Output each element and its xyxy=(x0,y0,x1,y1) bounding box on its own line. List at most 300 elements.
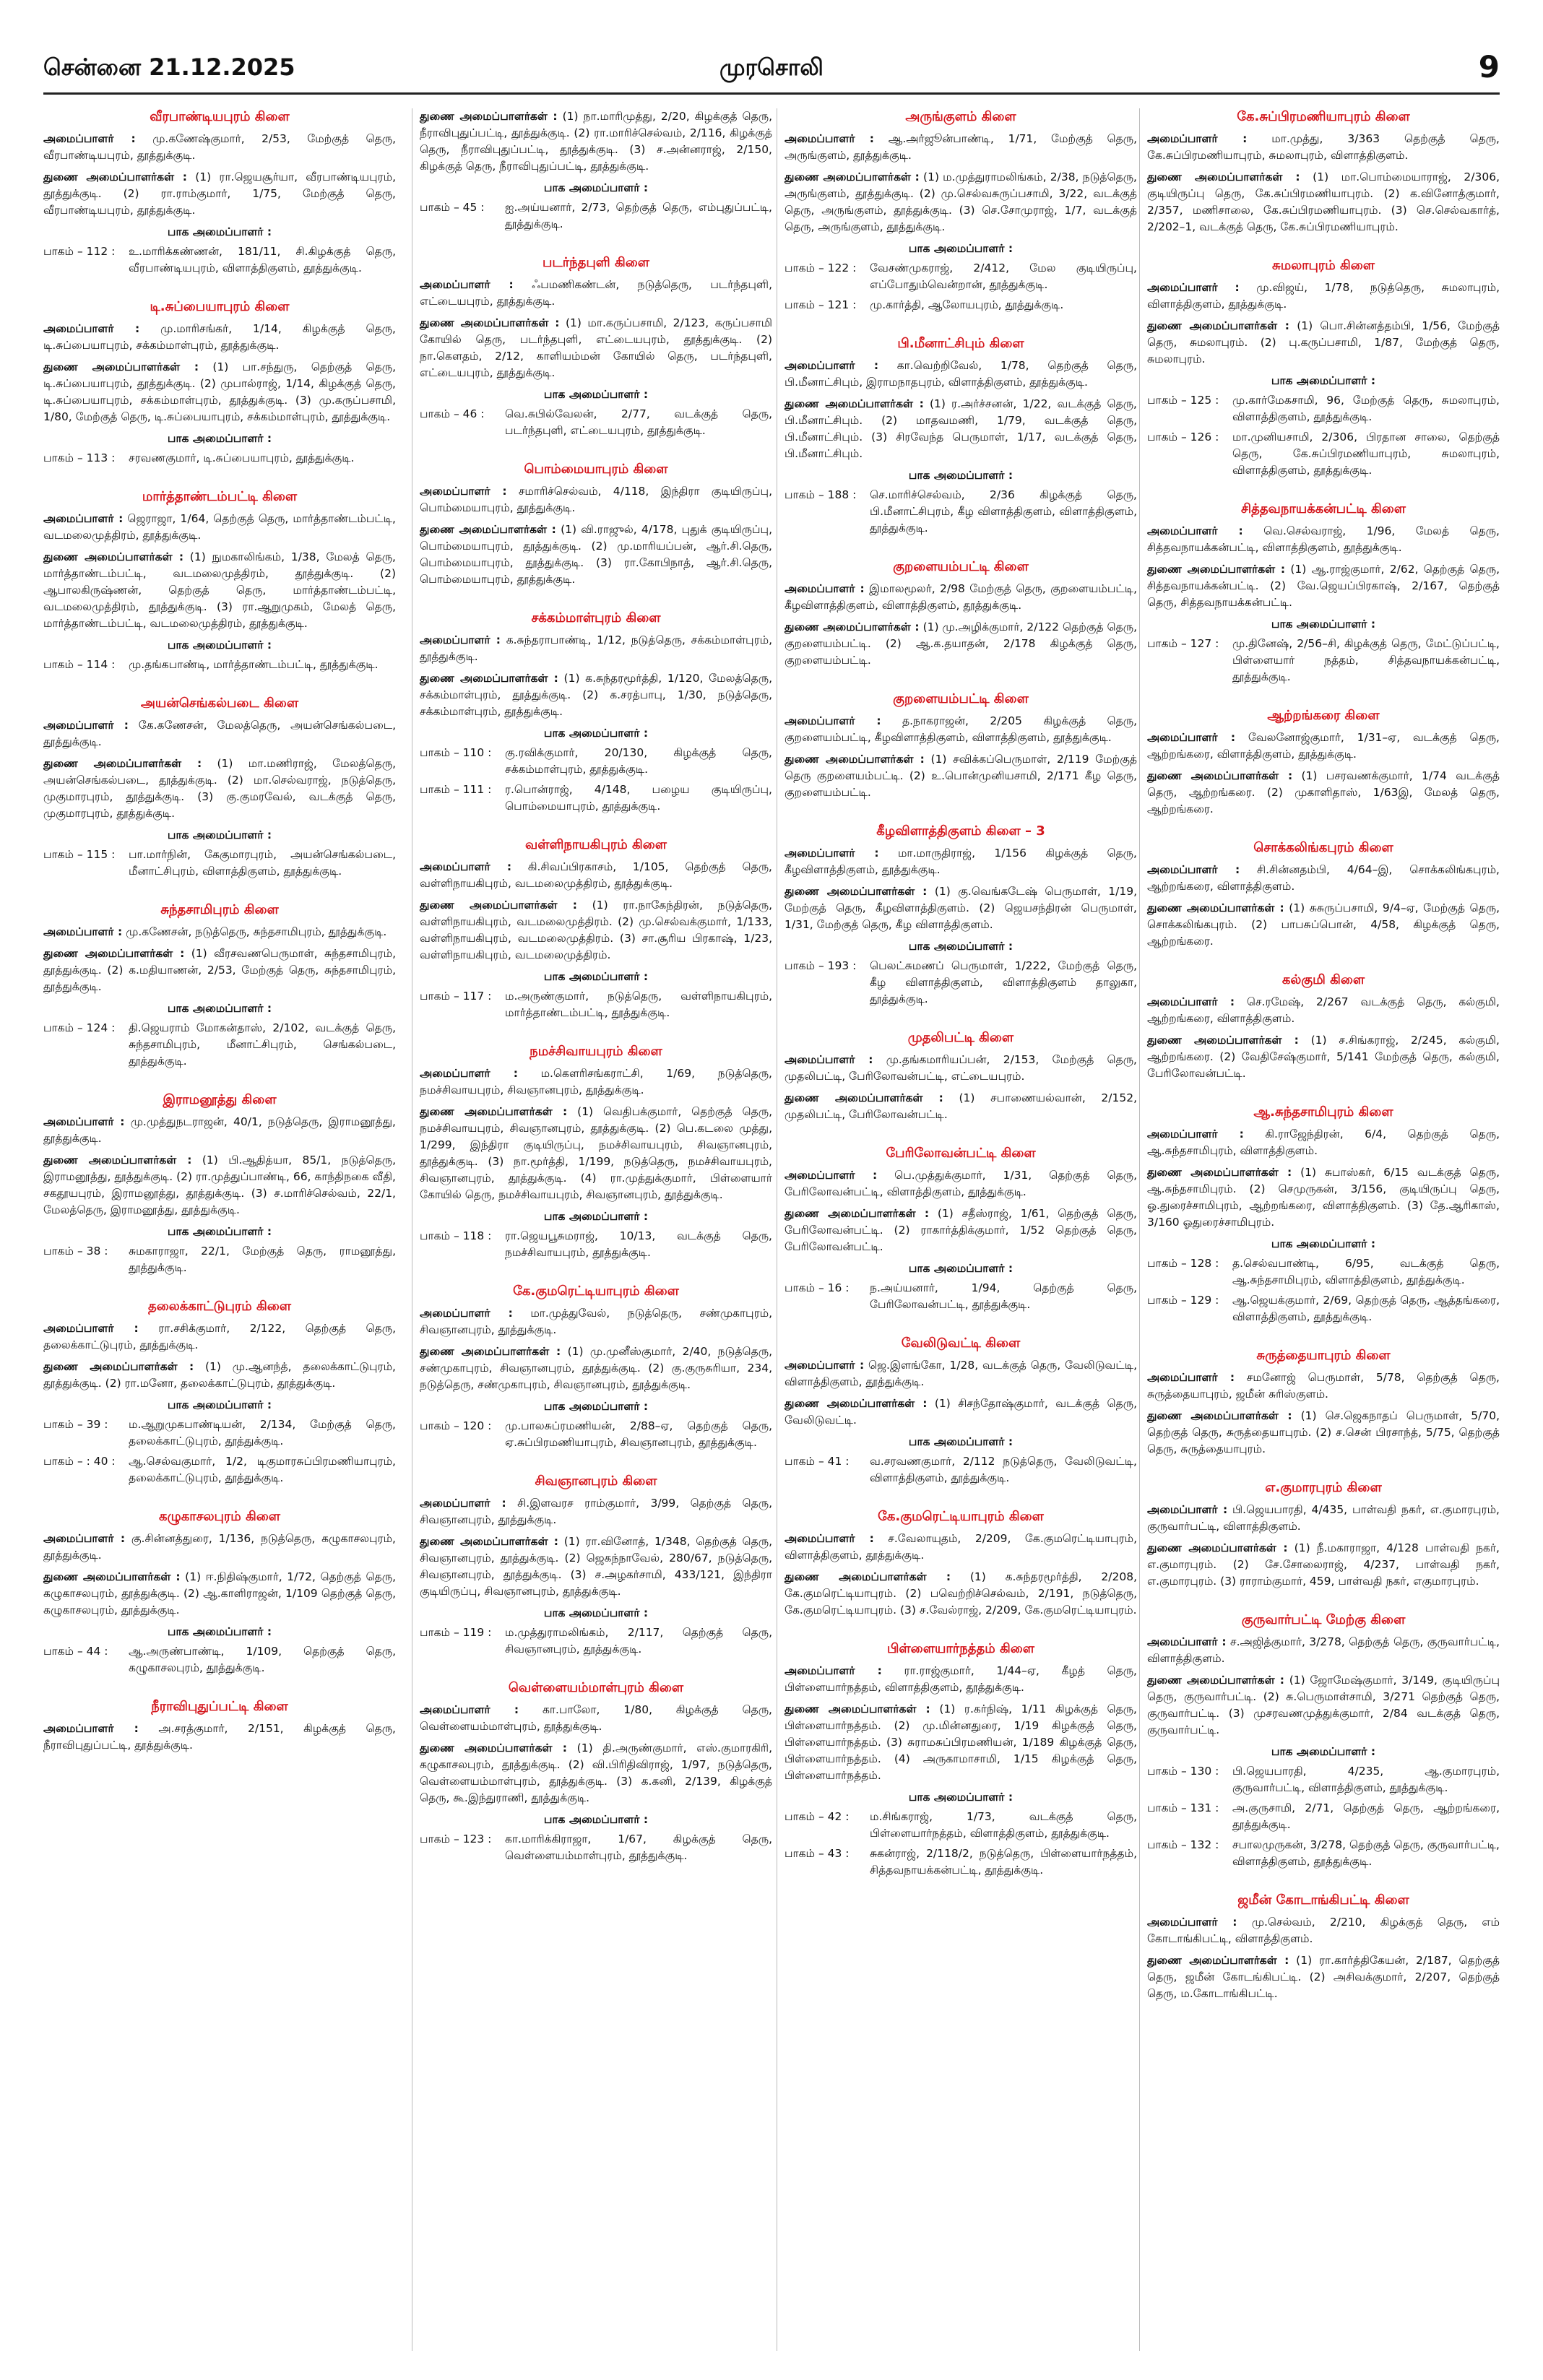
branch-section xyxy=(785,691,1137,801)
deputy-entry xyxy=(1147,561,1500,611)
deputy-entry xyxy=(785,1206,1137,1255)
booth-entry xyxy=(785,1280,1137,1313)
secretary-text: செ.ரமேஷ், 2/267 வடக்குத் தெரு, கல்குமி, ஆற்றங்கரை, விளாத்திகுளம். xyxy=(1147,995,1500,1025)
secretary-entry xyxy=(1147,1914,1500,1947)
booth-heading: பாக அமைப்பாளர் : xyxy=(167,639,272,652)
deputy-text: (1) சபாணையல்வான், 2/152, முதலிபட்டி, பேரிலோவன்பட்டி. xyxy=(785,1091,1138,1121)
booth-text: ம.அருண்குமார், நடுத்தெரு, வள்ளிநாயகிபுரம், மார்த்தாண்டம்பட்டி, தூத்துக்குடி. xyxy=(505,990,772,1019)
booth-entry xyxy=(1147,1292,1500,1325)
booth-number: பாகம் – 110 : xyxy=(420,746,492,759)
deputy-label: துணை அமைப்பாளர்கள் : xyxy=(1147,1409,1292,1422)
booth-heading: பாக அமைப்பாளர் : xyxy=(167,1625,272,1638)
secretary-text: அ.சரத்குமார், 2/151, கிழக்குத் தெரு, நீராவிபுதுப்பட்டி, தூத்துக்குடி. xyxy=(43,1722,396,1752)
deputy-text: (1) க.சுந்தரமூர்த்தி, 2/208, கே.குமரெட்டியாபுரம். (2) பவெற்றிச்செல்வம், 2/191, நடுத்தெரு, கே.குமரெட்டியாபுரம். (3) ச.வேல்ராஜ், 2/209, கே.குமரெட்டியாபுரம். xyxy=(785,1570,1137,1617)
secretary-entry xyxy=(420,1495,772,1528)
booth-text: சுகன்ராஜ், 2/118/2, நடுத்தெரு, பிள்ளையார்நத்தம், சித்தவநாயக்கன்பட்டி, தூத்துக்குடி. xyxy=(870,1847,1137,1877)
deputy-entry xyxy=(420,315,772,381)
branch-section xyxy=(420,108,772,233)
deputy-label: துணை அமைப்பாளர்கள் : xyxy=(1147,769,1293,782)
booth-number: பாகம் – : 40 : xyxy=(43,1455,116,1468)
deputy-text: (1) மா.பொம்மையாராஜ், 2/306, குடியிருப்பு தெரு, கே.சுப்பிரமணியாபுரம். (2) க.வினோத்குமார், 2/357, மணிசாலை, கே.சுப்பிரமணியாபுரம். (3) செ.செல்வகார்த், 2/202–1, வடக்குத் தெரு, கே.சுப்பிரமணியாபுரம். xyxy=(1147,170,1500,233)
booth-entry xyxy=(43,450,396,467)
booth-number: பாகம் – 43 : xyxy=(785,1847,850,1860)
deputy-entry xyxy=(1147,169,1500,235)
branch-title: வெள்ளையம்மாள்புரம் கிளை xyxy=(508,1680,684,1695)
booth-text: ஐ.அய்யனார், 2/73, தெற்குத் தெரு, எம்புதுப்பட்டி, தூத்துக்குடி. xyxy=(505,201,772,230)
booth-text: உ.மாரிக்கண்ணன், 181/11, சி.கிழக்குத் தெரு, வீரபாண்டியபுரம், விளாத்திகுளம், தூத்துக்குடி. xyxy=(129,245,396,274)
deputy-entry xyxy=(1147,1672,1500,1739)
booth-text: தி.ஜெயராம் மோகன்தாஸ், 2/102, வடக்குத் தெரு, சுந்தசாமிபுரம், மீனாட்சிபுரம், செங்கல்படை, தூத்துக்குடி. xyxy=(129,1021,396,1068)
secretary-label: அமைப்பாளர் : xyxy=(420,485,507,498)
booth-text: சுமகாராஜா, 22/1, மேற்குத் தெரு, ராமனூத்து, தூத்துக்குடி. xyxy=(129,1245,396,1274)
branch-title: அருங்குளம் கிளை xyxy=(905,109,1016,124)
deputy-entry xyxy=(43,756,396,822)
branch-section xyxy=(1147,839,1500,950)
deputy-label: துணை அமைப்பாளர்கள் : xyxy=(785,620,920,633)
branch-title: பேரிலோவன்பட்டி கிளை xyxy=(886,1146,1036,1161)
deputy-text: (1) கு.வெங்கடேஷ் பெருமாள், 1/19, மேற்குத் தெரு, கீழவிளாத்திகுளம். (2) ஜெயசந்திரன் பெருமாள், 1/31, மேற்குத் தெரு, கீழ விளாத்திகுளம். xyxy=(785,885,1138,931)
secretary-text: மு.கணேஷ்குமார், 2/53, மேற்குத் தெரு, வீரபாண்டியபுரம், தூத்துக்குடி. xyxy=(43,132,396,162)
secretary-entry xyxy=(43,924,396,940)
branch-section xyxy=(785,558,1137,669)
deputy-entry xyxy=(1147,1952,1500,2002)
booth-entry xyxy=(1147,636,1500,685)
secretary-label: அமைப்பாளர் : xyxy=(1147,731,1236,744)
deputy-entry xyxy=(43,1152,396,1219)
secretary-text: பி.ஜெயபாரதி, 4/435, பாள்வதி நகர், எ.குமாரபுரம், குருவார்பட்டி, விளாத்திகுளம். xyxy=(1147,1503,1500,1533)
deputy-entry xyxy=(420,670,772,720)
secretary-text: இமாலமூலர், 2/98 மேற்குத் தெரு, குறளையம்பட்டி, கீழவிளாத்திகுளம், விளாத்திகுளம், தூத்துக்குடி. xyxy=(785,582,1137,612)
booth-text: ஆ.அருண்பாண்டி, 1/109, தெற்குத் தெரு, கழுகாசலபுரம், தூத்துக்குடி. xyxy=(129,1645,396,1674)
booth-entry xyxy=(43,1643,396,1676)
deputy-label: துணை அமைப்பாளர்கள் : xyxy=(785,1702,930,1715)
secretary-text: வெ.செல்வராஜ், 1/96, மேலத் தெரு, சித்தவநாயக்கன்பட்டி, விளாத்திகுளம், தூத்துக்குடி. xyxy=(1147,524,1500,554)
booth-number: பாகம் – 114 : xyxy=(43,658,116,671)
secretary-entry xyxy=(43,1721,396,1754)
branch-section xyxy=(420,1473,772,1658)
booth-heading: பாக அமைப்பாளர் : xyxy=(543,181,649,194)
deputy-label: துணை அமைப்பாளர்கள் : xyxy=(785,170,920,183)
secretary-label: அமைப்பாளர் : xyxy=(420,860,512,873)
branch-section xyxy=(420,836,772,1021)
secretary-text: த.நாகராஜன், 2/205 கிழக்குத் தெரு, குறளையம்பட்டி, கீழவிளாத்திகுளம், விளாத்திகுளம், தூத்துக்குடி. xyxy=(785,714,1137,744)
deputy-entry xyxy=(785,396,1137,462)
branch-title: வீரபாண்டியபுரம் கிளை xyxy=(150,109,290,124)
secretary-entry xyxy=(420,1065,772,1099)
deputy-text: (1) சதீஸ்ராஜ், 1/61, தெற்குத் தெரு, பேரிலோவன்பட்டி. (2) ராகார்த்திக்குமார், 1/52 தெற்குத் தெரு, பேரிலோவன்பட்டி. xyxy=(785,1207,1137,1253)
secretary-text: ச.அஜித்குமார், 3/278, தெற்குத் தெரு, குருவார்பட்டி, விளாத்திகுளம். xyxy=(1147,1635,1500,1665)
secretary-entry xyxy=(785,1531,1137,1564)
deputy-label: துணை அமைப்பாளர்கள் : xyxy=(785,1207,930,1220)
booth-text: ஆ.ஜெயக்குமார், 2/69, தெற்குத் தெரு, ஆத்தங்கரை, விளாத்திகுளம், தூத்துக்குடி. xyxy=(1232,1294,1500,1323)
secretary-entry xyxy=(1147,1634,1500,1667)
secretary-label: அமைப்பாளர் : xyxy=(1147,524,1243,537)
booth-entry xyxy=(43,657,396,673)
secretary-text: ஆ.அர்ஜூன்பாண்டி, 1/71, மேற்குத் தெரு, அருங்குளம், தூத்துக்குடி. xyxy=(785,132,1138,162)
booth-text: கு.ரவிக்குமார், 20/130, கிழக்குத் தெரு, சக்கம்மாள்புரம், தூத்துக்குடி. xyxy=(505,746,772,776)
deputy-label: துணை அமைப்பாளர்கள் : xyxy=(43,550,184,563)
branch-title: எ.குமாரபுரம் கிளை xyxy=(1265,1480,1382,1495)
booth-entry xyxy=(785,297,1137,313)
column-divider xyxy=(1139,108,1140,2351)
deputy-label: துணை அமைப்பாளர்கள் : xyxy=(1147,563,1286,576)
booth-entry xyxy=(1147,1837,1500,1870)
secretary-text: கி.ராஜேந்திரன், 6/4, தெற்குத் தெரு, ஆ.சுந்தசாமிபுரம், விளாத்திகுளம். xyxy=(1147,1128,1500,1157)
branch-section xyxy=(1147,257,1500,479)
secretary-label: அமைப்பாளர் : xyxy=(1147,281,1240,294)
deputy-label: துணை அமைப்பாளர்கள் : xyxy=(43,1570,181,1583)
deputy-label: துணை அமைப்பாளர்கள் : xyxy=(1147,1674,1284,1687)
secretary-entry xyxy=(1147,862,1500,895)
branch-title: தலைக்காட்டுபுரம் கிளை xyxy=(148,1299,291,1314)
booth-entry xyxy=(420,782,772,815)
booth-entry xyxy=(420,406,772,439)
booth-number: பாகம் – 112 : xyxy=(43,245,116,258)
booth-number: பாகம் – 41 : xyxy=(785,1455,850,1468)
secretary-text: மு.தங்கமாரியப்பன், 2/153, மேற்குத் தெரு, முதலிபட்டி, பேரிலோவன்பட்டி, எட்டையபுரம். xyxy=(785,1053,1137,1083)
branch-title: ஆற்றங்கரை கிளை xyxy=(1267,708,1380,723)
branch-section xyxy=(1147,972,1500,1082)
booth-entry xyxy=(420,1624,772,1658)
secretary-text: மு.செல்வம், 2/210, கிழக்குத் தெரு, எம் கோடாங்கிபட்டி, விளாத்திகுளம். xyxy=(1147,1916,1500,1945)
booth-entry xyxy=(785,958,1137,1008)
booth-entry xyxy=(43,1453,396,1487)
deputy-entry xyxy=(1147,768,1500,818)
booth-entry xyxy=(1147,1763,1500,1796)
deputy-entry xyxy=(43,169,396,219)
branch-title: கே.குமரெட்டியாபுரம் கிளை xyxy=(513,1284,679,1299)
column-3 xyxy=(785,108,1137,1900)
booth-entry xyxy=(43,1020,396,1070)
deputy-text: (1) ச.சிங்கராஜ், 2/245, கல்குமி, ஆற்றங்கரை. (2) வேதிசேஷ்குமார், 5/141 மேற்குத் தெரு, கல்குமி, பேரிலோவன்பட்டி. xyxy=(1147,1034,1500,1080)
secretary-entry xyxy=(43,511,396,544)
branch-section xyxy=(43,488,396,673)
branch-section xyxy=(785,1508,1137,1619)
secretary-text: ம.கௌரிசங்கராட்சி, 1/69, நடுத்தெரு, நமச்சிவாயபுரம், சிவஞானபுரம், தூத்துக்குடி. xyxy=(420,1067,772,1096)
booth-heading: பாக அமைப்பாளர் : xyxy=(1271,1237,1376,1250)
edition-date: சென்னை 21.12.2025 xyxy=(43,53,295,81)
booth-text: ம.முத்துராமலிங்கம், 2/117, தெற்குத் தெரு, சிவஞானபுரம், தூத்துக்குடி. xyxy=(505,1626,772,1656)
secretary-label: அமைப்பாளர் : xyxy=(43,925,123,938)
booth-entry xyxy=(785,487,1137,537)
branch-section xyxy=(43,298,396,467)
secretary-entry xyxy=(785,1167,1137,1200)
secretary-entry xyxy=(785,713,1137,746)
secretary-text: சி.சின்னதம்பி, 4/64–இ, சொக்கலிங்கபுரம், ஆற்றங்கரை, விளாத்திகுளம். xyxy=(1147,863,1500,893)
deputy-label: துணை அமைப்பாளர்கள் : xyxy=(43,170,187,183)
secretary-label: அமைப்பாளர் : xyxy=(785,582,865,595)
branch-section xyxy=(43,1698,396,1754)
secretary-label: அமைப்பாளர் : xyxy=(785,714,881,727)
branch-section xyxy=(785,1335,1137,1487)
deputy-entry xyxy=(43,945,396,995)
secretary-text: கா.பாலோ, 1/80, கிழக்குத் தெரு, வெள்ளையம்மாள்புரம், தூத்துக்குடி. xyxy=(420,1703,772,1733)
booth-entry xyxy=(420,1418,772,1451)
secretary-label: அமைப்பாளர் : xyxy=(420,633,501,646)
deputy-text: (1) சுசுருப்பசாமி, 9/4–ஏ, மேற்குத் தெரு, சொக்கலிங்கபுரம். (2) பாபசுப்பொன், 4/58, கிழக்குத் தெரு, ஆற்றங்கரை. xyxy=(1147,901,1500,948)
secretary-label: அமைப்பாளர் : xyxy=(420,1307,513,1320)
deputy-entry xyxy=(420,897,772,964)
deputy-text: (1) பா.சந்துரு, தெற்குத் தெரு, டி.சுப்பையாபுரம், தூத்துக்குடி. (2) முபால்ராஜ், 1/14, கிழக்குத் தெரு, டி.சுப்பையாபுரம், சக்கம்மாள்புரம், தூத்துக்குடி. (3) மு.கருப்பசாமி, 1/80, மேற்குத் தெரு, டி.சுப்பையாபுரம், சக்கம்மாள்புரம், தூத்துக்குடி. xyxy=(43,360,396,423)
booth-heading: பாக அமைப்பாளர் : xyxy=(908,1262,1013,1275)
booth-heading: பாக அமைப்பாளர் : xyxy=(543,1400,649,1413)
secretary-label: அமைப்பாளர் : xyxy=(43,322,140,335)
secretary-entry xyxy=(785,1357,1137,1390)
booth-text: ரா.ஜெயபூசுமராஜ், 10/13, வடக்குத் தெரு, நமச்சிவாயபுரம், தூத்துக்குடி. xyxy=(505,1229,772,1259)
secretary-entry xyxy=(1147,280,1500,313)
booth-number: பாகம் – 39 : xyxy=(43,1418,108,1431)
deputy-text: (1) ரா.வினோத், 1/348, தெற்குத் தெரு, சிவஞானபுரம், தூத்துக்குடி. (2) ஜெகந்நாவேல், 280/67, நடுத்தெரு, சிவஞானபுரம், தூத்துக்குடி. (3) ச.அழகர்சாமி, 433/121, இந்திரா குடியிருப்பு, சிவஞானபுரம், தூத்துக்குடி. xyxy=(420,1535,772,1598)
secretary-label: அமைப்பாளர் : xyxy=(43,1532,126,1545)
booth-entry xyxy=(785,1809,1137,1842)
branch-section xyxy=(1147,1892,1500,2002)
deputy-label: துணை அமைப்பாளர்கள் : xyxy=(43,360,199,373)
deputy-text: (1) வீரசவணபெருமாள், சுந்தசாமிபுரம், தூத்துக்குடி. (2) க.மதியாணன், 2/53, மேற்குத் தெரு, சுந்தசாமிபுரம், தூத்துக்குடி. xyxy=(43,947,396,993)
secretary-label: அமைப்பாளர் : xyxy=(785,1053,873,1066)
booth-heading: பாக அமைப்பாளர் : xyxy=(908,242,1013,255)
branch-title: சுமலாபுரம் கிளை xyxy=(1271,258,1375,273)
deputy-entry xyxy=(420,1740,772,1806)
secretary-text: கா.வெற்றிவேல், 1/78, தெற்குத் தெரு, பி.மீனாட்சிபும், இராமநாதபுரம், விளாத்திகுளம், தூத்துக்குடி. xyxy=(785,359,1137,389)
booth-text: ந.அய்யனார், 1/94, தெற்குத் தெரு, பேரிலோவன்பட்டி, தூத்துக்குடி. xyxy=(870,1281,1137,1311)
booth-number: பாகம் – 125 : xyxy=(1147,394,1219,407)
branch-title: கீழவிளாத்திகுளம் கிளை – 3 xyxy=(876,823,1045,839)
secretary-label: அமைப்பாளர் : xyxy=(1147,1128,1244,1141)
secretary-entry xyxy=(785,131,1137,164)
deputy-label: துணை அமைப்பாளர்கள் : xyxy=(785,1570,951,1583)
secretary-label: அமைப்பாளர் : xyxy=(1147,995,1235,1008)
deputy-text: (1) வெதிபக்குமார், தெற்குத் தெரு, நமச்சிவாயபுரம், சிவஞானபுரம், தூத்துக்குடி. (2) பெ.கடலை முத்து, 1/299, இந்திரா குடியிருப்பு, நமச்சிவாயபுரம், சிவஞானபுரம், தூத்துக்குடி. (3) நா.மூர்த்தி, 1/199, நடுத்தெரு, நமச்சிவாயபுரம், சிவஞானபுரம், தூத்துக்குடி. (4) ரா.முத்துக்குமார், பிள்ளையார் கோயில் தெரு, நமச்சிவாயபுரம், சிவஞானபுரம், தூத்துக்குடி. xyxy=(420,1105,772,1201)
booth-entry xyxy=(1147,392,1500,425)
deputy-text: (1) ஆ.ராஜ்குமார், 2/62, தெற்குத் தெரு, சித்தவநாயக்கன்பட்டி. (2) வே.ஜெயப்பிரகாஷ், 2/167, தெற்குத் தெரு, சித்தவநாயக்கன்பட்டி. xyxy=(1147,563,1500,609)
deputy-entry xyxy=(785,1569,1137,1619)
deputy-entry xyxy=(1147,900,1500,950)
deputy-entry xyxy=(420,1533,772,1600)
secretary-label: அமைப்பாளர் : xyxy=(43,512,124,525)
deputy-entry xyxy=(43,359,396,425)
booth-text: வெ.சுபில்வேலன், 2/77, வடக்குத் தெரு, படர்ந்தபுளி, எட்டையபுரம், தூத்துக்குடி. xyxy=(505,407,772,437)
secretary-entry xyxy=(785,1663,1137,1696)
secretary-entry xyxy=(785,358,1137,391)
deputy-text: (1) மு.ஆனந்த், தலைக்காட்டுபுரம், தூத்துக்குடி. (2) ரா.மனோ, தலைக்காட்டுபுரம், தூத்துக்குடி. xyxy=(43,1360,396,1390)
branch-section xyxy=(785,335,1137,537)
booth-heading: பாக அமைப்பாளர் : xyxy=(908,1435,1013,1448)
deputy-label: துணை அமைப்பாளர்கள் : xyxy=(420,1741,567,1754)
deputy-entry xyxy=(420,1104,772,1203)
secretary-text: பெ.முத்துக்குமார், 1/31, தெற்குத் தெரு, பேரிலோவன்பட்டி, விளாத்திகுளம், தூத்துக்குடி. xyxy=(785,1169,1137,1198)
deputy-label: துணை அமைப்பாளர்கள் : xyxy=(1147,1034,1299,1047)
deputy-entry xyxy=(43,1359,396,1392)
deputy-label: துணை அமைப்பாளர்கள் : xyxy=(420,316,560,329)
secretary-text: மா.மாருதிராஜ், 1/156 கிழக்குத் தெரு, கீழவிளாத்திகுளம், தூத்துக்குடி. xyxy=(785,847,1137,876)
booth-text: மு.தங்கபாண்டி, மார்த்தாண்டம்பட்டி, தூத்துக்குடி. xyxy=(129,658,379,671)
deputy-entry xyxy=(785,883,1137,933)
booth-text: ம.ஆறுமுகபாண்டியன், 2/134, மேற்குத் தெரு, தலைக்காட்டுபுரம், தூத்துக்குடி. xyxy=(129,1418,396,1448)
branch-section xyxy=(420,461,772,588)
booth-entry xyxy=(420,199,772,233)
branch-title: வள்ளிநாயகிபுரம் கிளை xyxy=(525,837,667,852)
deputy-entry xyxy=(1147,1408,1500,1458)
booth-heading: பாக அமைப்பாளர் : xyxy=(543,727,649,740)
secretary-text: கி.சிவப்பிரகாசம், 1/105, தெற்குத் தெரு, வள்ளிநாயகிபுரம், வடமலைமுத்திரம், தூத்துக்குடி. xyxy=(420,860,772,890)
booth-number: பாகம் – 46 : xyxy=(420,407,485,420)
booth-text: சரவணகுமார், டி.சுப்பையாபுரம், தூத்துக்குடி. xyxy=(129,451,355,464)
booth-number: பாகம் – 115 : xyxy=(43,848,116,861)
deputy-entry xyxy=(785,1395,1137,1429)
secretary-text: ஜெராஜா, 1/64, தெற்குத் தெரு, மார்த்தாண்டம்பட்டி, வடமலைமுத்திரம், தூத்துக்குடி. xyxy=(43,512,396,542)
secretary-label: அமைப்பாளர் : xyxy=(420,1703,519,1716)
booth-number: பாகம் – 45 : xyxy=(420,201,485,214)
branch-section xyxy=(43,901,396,1070)
secretary-entry xyxy=(43,1114,396,1147)
deputy-label: துணை அமைப்பாளர்கள் : xyxy=(420,899,577,912)
branch-section xyxy=(43,1508,396,1676)
column-2 xyxy=(420,108,772,1886)
deputy-text: (1) ர.கர்நிஷ், 1/11 கிழக்குத் தெரு, பிள்ளையார்நத்தம். (2) மு.மின்னதுரை, 1/19 கிழக்குத் தெரு, பிள்ளையார்நத்தம். (3) சுராமசுப்பிரமணியன், 1/189 கிழக்குத் தெரு, பிள்ளையார்நத்தம். (4) அருகாமாசாமி, 1/15 கிழக்குத் தெரு, பிள்ளையார்நத்தம். xyxy=(785,1702,1137,1782)
deputy-entry xyxy=(420,1343,772,1393)
secretary-entry xyxy=(785,845,1137,878)
deputy-text: (1) நீ.மகாராஜா, 4/128 பாள்வதி நகர், எ.குமாரபுரம். (2) சே.சோலைராஜ், 4/237, பாள்வதி நகர், எ.குமாரபுரம். (3) ராராம்குமார், 459, பாள்வதி நகர், எகுமாரபுரம். xyxy=(1147,1541,1500,1588)
deputy-entry xyxy=(1147,318,1500,368)
secretary-label: அமைப்பாளர் : xyxy=(1147,132,1248,145)
deputy-label: துணை அமைப்பாளர்கள் : xyxy=(43,947,185,960)
secretary-entry xyxy=(1147,730,1500,763)
booth-number: பாகம் – 128 : xyxy=(1147,1257,1219,1270)
secretary-label: அமைப்பாளர் : xyxy=(43,719,129,732)
booth-number: பாகம் – 123 : xyxy=(420,1832,492,1845)
booth-heading: பாக அமைப்பாளர் : xyxy=(167,1398,272,1411)
secretary-label: அமைப்பாளர் : xyxy=(43,132,136,145)
deputy-text: (1) ரா.நாகேந்திரன், நடுத்தெரு, வள்ளிநாயகிபுரம், வடமலைமுத்திரம். (2) மு.செல்வக்குமார், 1/133, வள்ளிநாயகிபுரம், வடமலைமுத்திரம். (3) சா.சூரிய பிரகாஷ், 1/23, வள்ளிநாயகிபுரம், வடமலைமுத்திரம். xyxy=(420,899,773,961)
secretary-entry xyxy=(1147,523,1500,556)
deputy-label: துணை அமைப்பாளர்கள் : xyxy=(420,523,556,536)
deputy-text: (1) ஈ.நிதிஷ்குமார், 1/72, தெற்குத் தெரு, கழுகாசலபுரம், தூத்துக்குடி. (2) ஆ.காளிராஜன், 1/109 தெற்குத் தெரு, கழுகாசலபுரம், தூத்துக்குடி. xyxy=(43,1570,397,1617)
booth-entry xyxy=(785,1845,1137,1879)
deputy-label: துணை அமைப்பாளர்கள் : xyxy=(1147,1541,1288,1554)
deputy-entry xyxy=(1147,1540,1500,1590)
deputy-label: துணை அமைப்பாளர்கள் : xyxy=(43,1154,192,1167)
secretary-label: அமைப்பாளர் : xyxy=(43,1115,125,1128)
branch-section xyxy=(43,695,396,880)
branch-section xyxy=(785,1640,1137,1879)
secretary-label: அமைப்பாளர் : xyxy=(420,1497,506,1510)
deputy-label: துணை அமைப்பாளர்கள் : xyxy=(785,1397,928,1410)
deputy-text: (1) வி.ராஜுல், 4/178, புதுக் குடியிருப்பு, பொம்மையாபுரம், தூத்துக்குடி. (2) மு.மாரியப்பன், ஆர்.சி.தெரு, பொம்மையாபுரம், தூத்துக்குடி. (3) ரா.கோபிநாத், ஆர்.சி.தெரு, பொம்மையாபுரம், தூத்துக்குடி. xyxy=(420,523,773,586)
booth-heading: பாக அமைப்பாளர் : xyxy=(167,1002,272,1015)
secretary-entry xyxy=(1147,1126,1500,1159)
branch-section xyxy=(785,1145,1137,1313)
booth-entry xyxy=(420,1228,772,1261)
deputy-entry xyxy=(43,549,396,632)
branch-section xyxy=(1147,1104,1500,1325)
deputy-label: துணை அமைப்பாளர்கள் : xyxy=(785,753,925,766)
booth-number: பாகம் – 113 : xyxy=(43,451,116,464)
secretary-label: அமைப்பாளர் : xyxy=(785,1664,882,1677)
booth-entry xyxy=(43,1416,396,1450)
branch-title: பி.மீனாட்சிபும் கிளை xyxy=(897,336,1024,351)
booth-text: மு.பாலசுப்ரமணியன், 2/88–ஏ, தெற்குத் தெரு, ஏ.சுப்பிரமணியாபுரம், சிவஞானபுரம், தூத்துக்குடி. xyxy=(505,1419,772,1449)
secretary-label: அமைப்பாளர் : xyxy=(785,132,874,145)
secretary-label: அமைப்பாளர் : xyxy=(785,1169,878,1182)
secretary-entry xyxy=(1147,1369,1500,1403)
booth-number: பாகம் – 117 : xyxy=(420,990,492,1003)
secretary-text: சி.இளவரச ராம்குமார், 3/99, தெற்குத் தெரு, சிவஞானபுரம், தூத்துக்குடி. xyxy=(420,1497,772,1526)
column-1 xyxy=(43,108,396,1775)
masthead-rule xyxy=(43,92,1500,95)
booth-text: மு.கார்மேகசாமி, 96, மேற்குத் தெரு, சுமலாபுரம், விளாத்திகுளம், தூத்துக்குடி. xyxy=(1232,394,1500,423)
booth-entry xyxy=(43,1243,396,1276)
booth-text: பா.மார்நின், கேகுமாரபுரம், அயன்செங்கல்படை, மீனாட்சிபுரம், விளாத்திகுளம், தூத்துக்குடி. xyxy=(129,848,396,878)
booth-heading: பாக அமைப்பாளர் : xyxy=(543,1606,649,1619)
booth-number: பாகம் – 121 : xyxy=(785,298,857,311)
deputy-label: துணை அமைப்பாளர்கள் : xyxy=(1147,1954,1289,1967)
branch-title: நீராவிபுதுப்பட்டி கிளை xyxy=(151,1699,288,1714)
secretary-label: அமைப்பாளர் : xyxy=(43,1722,139,1735)
booth-number: பாகம் – 120 : xyxy=(420,1419,492,1432)
secretary-text: மு.விஜய், 1/78, நடுத்தெரு, சுமலாபுரம், விளாத்திகுளம், தூத்துக்குடி. xyxy=(1147,281,1500,311)
secretary-text: ஜெ.இளங்கோ, 1/28, வடக்குத் தெரு, வேலிடுவட்டி, விளாத்திகுளம், தூத்துக்குடி. xyxy=(785,1359,1137,1388)
booth-text: செ.மாரிச்செல்வம், 2/36 கிழக்குத் தெரு, பி.மீனாட்சிபுரம், கீழ விளாத்திகுளம், விளாத்திகுளம், தூத்துக்குடி. xyxy=(870,488,1137,535)
secretary-entry xyxy=(1147,1502,1500,1535)
secretary-text: மு.முத்துநடராஜன், 40/1, நடுத்தெரு, இராமனூத்து, தூத்துக்குடி. xyxy=(43,1115,396,1145)
deputy-text: (1) சுபாஸ்கர், 6/15 வடக்குத் தெரு, ஆ.சுந்தசாமிபுரம். (2) செமுருகன், 3/156, குடியிருப்பு தெரு, ஓ.துரைச்சாமிபுரம், ஆற்றங்கரை, விளாத்திகுளம். (3) தே.ஆரிகாஸ், 3/160 ஓதுரைச்சாமிபுரம். xyxy=(1147,1166,1500,1229)
branch-title: சுந்தசாமிபுரம் கிளை xyxy=(160,902,279,917)
secretary-label: அமைப்பாளர் : xyxy=(1147,1916,1237,1929)
booth-heading: பாக அமைப்பாளர் : xyxy=(908,940,1013,953)
secretary-entry xyxy=(43,131,396,164)
deputy-label: துணை அமைப்பாளர்கள் : xyxy=(420,672,558,685)
deputy-text: (1) பொ.சின்னத்தம்பி, 1/56, மேற்குத் தெரு, சுமலாபுரம். (2) பு.கருப்பசாமி, 1/87, மேற்குத் தெரு, சுமலாபுரம். xyxy=(1147,319,1500,365)
booth-heading: பாக அமைப்பாளர் : xyxy=(1271,374,1376,387)
branch-section xyxy=(1147,1479,1500,1590)
secretary-text: வேலனோஜ்குமார், 1/31–ஏ, வடக்குத் தெரு, ஆற்றங்கரை, விளாத்திகுளம், தூத்துக்குடி. xyxy=(1147,731,1500,761)
booth-text: மு.தினேஷ், 2/56–சி, கிழக்குத் தெரு, மேட்டுப்பட்டி, பிள்ளையார் நத்தம், சித்தவநாயக்கன்பட்டி, தூத்துக்குடி. xyxy=(1232,637,1500,683)
branch-section xyxy=(1147,1611,1500,1870)
booth-text: சபாலமுருகன், 3/278, தெற்குத் தெரு, குருவார்பட்டி, விளாத்திகுளம், தூத்துக்குடி. xyxy=(1232,1838,1500,1868)
branch-title: படர்ந்தபுளி கிளை xyxy=(543,255,649,270)
booth-text: ஆ.செல்வகுமார், 1/2, டிகுமாரசுப்பிரமணியாபுரம், தலைக்காட்டுபுரம், தூத்துக்குடி. xyxy=(129,1455,396,1484)
booth-number: பாகம் – 131 : xyxy=(1147,1801,1219,1814)
secretary-entry xyxy=(420,483,772,516)
secretary-label: அமைப்பாளர் : xyxy=(785,359,879,372)
booth-number: பாகம் – 126 : xyxy=(1147,430,1219,443)
secretary-entry xyxy=(1147,994,1500,1027)
deputy-text: (1) ரா.கார்த்திகேயன், 2/187, தெற்குத் தெரு, ஜமீன் கோடங்கிபட்டி. (2) அசிவக்குமார், 2/207, தெற்குத் தெரு, ம.கோடாங்கிபட்டி. xyxy=(1147,1954,1500,2000)
branch-section xyxy=(1147,1347,1500,1458)
booth-entry xyxy=(43,847,396,880)
booth-entry xyxy=(43,243,396,277)
deputy-text: (1) தி.அருண்குமார், எஸ்.குமாரகிரி, கழுகாசலபுரம், தூத்துக்குடி. (2) வி.பிரிதிவிராஜ், 1/97, நடுத்தெரு, வெள்ளையம்மாள்புரம், தூத்துக்குடி. (3) க.கனி, 2/139, கிழக்குத் தெரு, கூ.இந்துராணி, தூத்துக்குடி. xyxy=(420,1741,773,1804)
deputy-entry xyxy=(420,108,772,175)
deputy-label: துணை அமைப்பாளர்கள் : xyxy=(1147,319,1289,332)
booth-number: பாகம் – 132 : xyxy=(1147,1838,1219,1851)
deputy-text: (1) சவிக்கப்பெருமாள், 2/119 மேற்குத் தெரு குறளையம்பட்டி. (2) உ.பொன்முனியசாமி, 2/171 கீழ தெரு, குறளையம்பட்டி. xyxy=(785,753,1137,799)
branch-title: பிள்ளையார்நத்தம் கிளை xyxy=(887,1641,1034,1656)
branch-title: கே.குமரெட்டியாபுரம் கிளை xyxy=(878,1509,1044,1524)
secretary-text: க.சுந்தராபாண்டி, 1/12, நடுத்தெரு, சக்கம்மாள்புரம், தூத்துக்குடி. xyxy=(420,633,772,663)
secretary-text: மா.முத்து, 3/363 தெற்குத் தெரு, கே.சுப்பிரமணியாபுரம், சுமலாபுரம், விளாத்திகுளம். xyxy=(1147,132,1500,162)
secretary-text: ரா.ராஜ்குமார், 1/44–ஏ, கீழத் தெரு, பிள்ளையார்நத்தம், விளாத்திகுளம், தூத்துக்குடி. xyxy=(785,1664,1137,1694)
branch-title: நமச்சிவாயபுரம் கிளை xyxy=(530,1044,662,1059)
deputy-label: துணை அமைப்பாளர்கள் : xyxy=(43,1360,194,1373)
branch-section xyxy=(43,1091,396,1276)
branch-section xyxy=(43,108,396,277)
branch-title: சக்கம்மாள்புரம் கிளை xyxy=(531,610,661,626)
newspaper-name: முரசொலி xyxy=(719,53,824,81)
deputy-text: (1) மு.அழிக்குமார், 2/122 தெற்குத் தெரு, குறளையம்பட்டி. (2) ஆ.க.தயாதன், 2/178 கிழக்குத் தெரு, குறளையம்பட்டி. xyxy=(785,620,1138,667)
deputy-text: (1) ம.முத்துராமலிங்கம், 2/38, நடுத்தெரு, அருங்குளம், தூத்துக்குடி. (2) மு.செல்வசுருப்பசாமி, 3/22, வடக்குத் தெரு, அருங்குளம், தூத்துக்குடி. (3) செ.சோமுராஜ், 1/7, வடக்குத் தெரு, அருங்குளம், தூத்துக்குடி. xyxy=(785,170,1137,233)
booth-heading: பாக அமைப்பாளர் : xyxy=(543,970,649,983)
